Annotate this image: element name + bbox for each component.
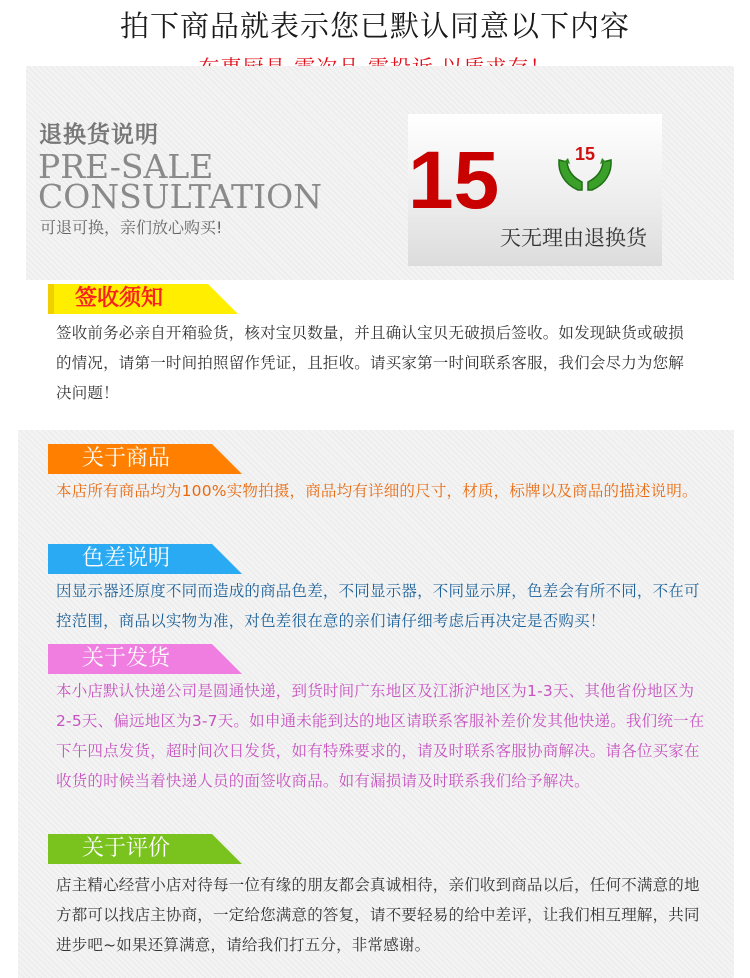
section-body-products: 本店所有商品均为100%实物拍摄，商品均有详细的尺寸，材质，标牌以及商品的描述说明。 [56,482,698,500]
banner-title-cn: 退换货说明 [39,122,159,148]
section-heading-text: 关于发货 [82,646,171,671]
section-heading-receipt [48,284,238,314]
section-heading-color [48,544,242,574]
section-body-shipping: 本小店默认快递公司是圆通快递，到货时间广东地区及江浙沪地区为1-3天、其他省份地区为2-5天、偏远地区为3-7天。如申通未能到达的地区请联系客服补差价发其他快递。我们统一在下午四点发货，超时间次日发货，如有特殊要求的，请及时联系客服协商解决。请各位买家在收货的时候当着快递人员的面签收商品。如有漏损请及时联系我们给予解决。 [56,682,705,790]
return-policy-banner [26,66,734,280]
hands-icon-number: 15 [574,144,596,164]
badge-number: 15 [408,135,500,226]
banner-subtitle: 可退可换，亲们放心购买! [40,218,223,237]
section-heading-text: 关于商品 [82,446,171,471]
section-heading-reviews [48,834,242,864]
section-body-reviews: 店主精心经营小店对待每一位有缘的朋友都会真诚相待，亲们收到商品以后，任何不满意的地方都可以找店主协商，一定给您满意的答复，请不要轻易的给中差评，让我们相互理解，共同进步吧~如果还算满意，请给我们打五分，非常感谢。 [56,876,700,954]
banner-title-en-line2: CONSULTATION [38,177,323,216]
section-body-receipt: 签收前务必亲自开箱验货，核对宝贝数量，并且确认宝贝无破损后签收。如发现缺货或破损的情况，请第一时间拍照留作凭证，且拒收。请买家第一时间联系客服，我们会尽力为您解决问题！ [56,324,685,402]
section-body-color: 因显示器还原度不同而造成的商品色差，不同显示器，不同显示屏，色差会有所不同，不在可控范围，商品以实物为准，对色差很在意的亲们请仔细考虑后再决定是否购买！ [56,582,700,630]
fifteen-day-return-badge [408,114,662,266]
section-heading-text: 签收须知 [75,286,164,311]
badge-text: 天无理由退换货 [500,226,647,250]
section-heading-text: 关于评价 [82,836,171,861]
hands-icon [556,146,614,196]
banner-title-en-line1: PRE-SALE [38,147,214,186]
section-heading-products [48,444,242,474]
section-heading-text: 色差说明 [82,546,171,571]
page-title: 拍下商品就表示您已默认同意以下内容 [119,9,630,43]
section-heading-shipping [48,644,242,674]
